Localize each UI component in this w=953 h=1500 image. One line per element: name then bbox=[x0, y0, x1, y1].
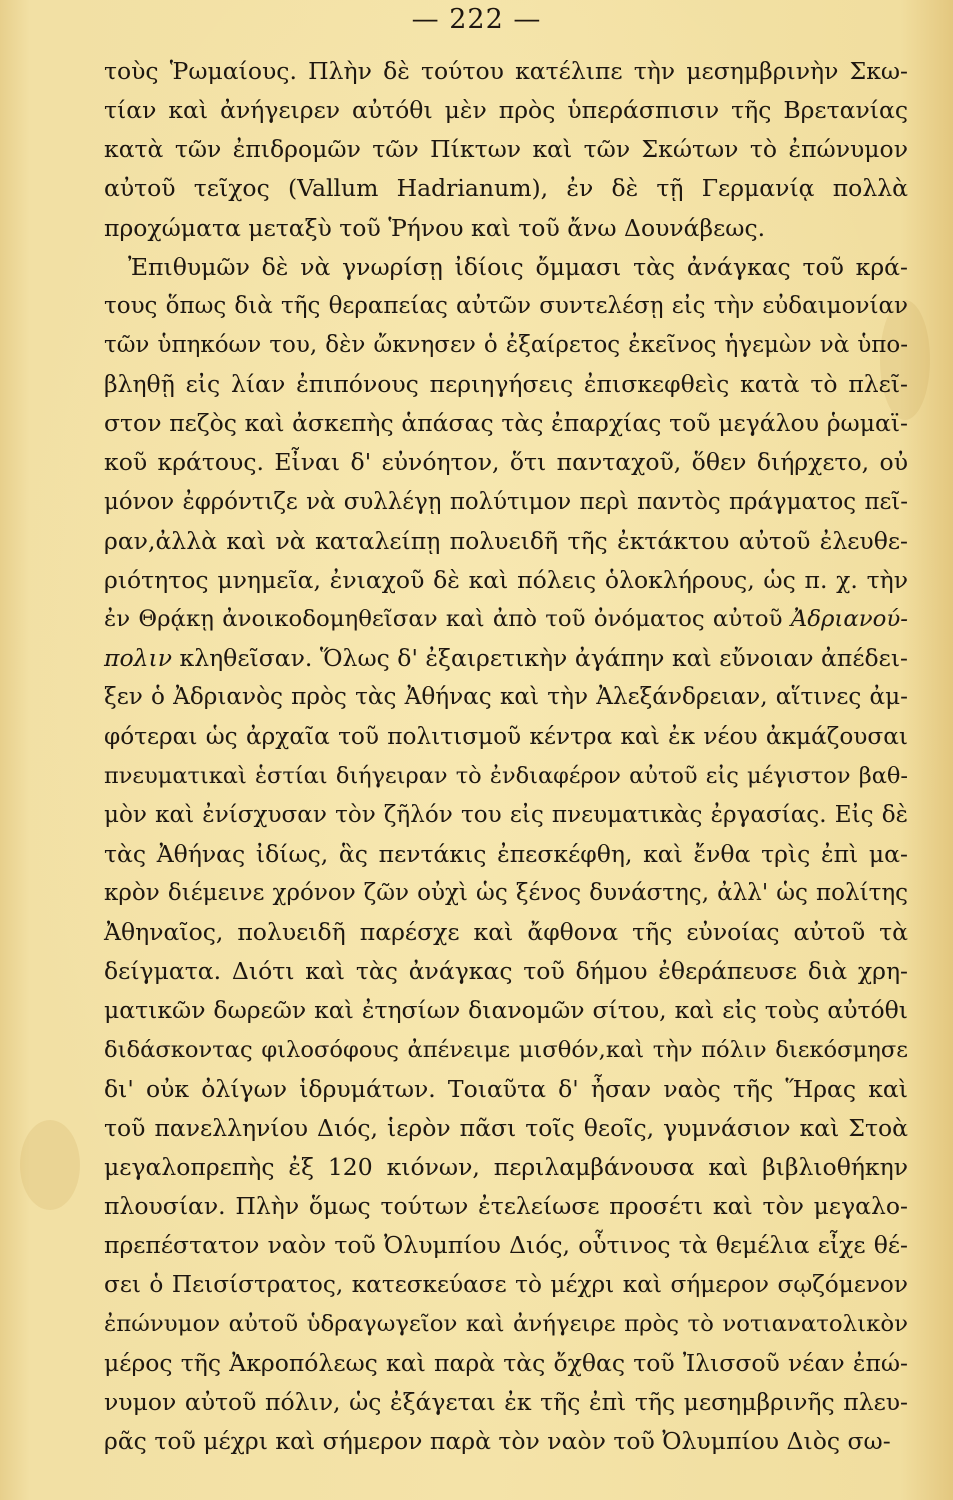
text-line: ραν,ἀλλὰ καὶ νὰ καταλείπῃ πολυειδῆ τῆς ἐκτάκτου αὐτοῦ ἐλευθε- bbox=[104, 526, 908, 555]
text-line: τοῦ πανελληνίου Διός, ἱερὸν πᾶσι τοῖς θεοῖς, γυμνάσιον καὶ Στοὰ bbox=[104, 1113, 908, 1142]
text-line: τοὺς Ῥωμαίους. Πλὴν δὲ τούτου κατέλιπε τὴν μεσημβρινὴν Σκω- bbox=[104, 57, 908, 85]
text-line: ἐπώνυμον αὐτοῦ ὑδραγωγεῖον καὶ ἀνήγειρε πρὸς τὸ νοτιανατολικὸν bbox=[104, 1310, 908, 1337]
text-line: φότεραι ὡς ἀρχαῖα τοῦ πολιτισμοῦ κέντρα καὶ ἐκ νέου ἀκμάζουσαι bbox=[104, 723, 908, 751]
text-line: κοῦ κράτους. Εἶναι δ' εὐνόητον, ὅτι πανταχοῦ, ὅθεν διήρχετο, οὐ bbox=[104, 448, 908, 477]
text-line: Ἀθηναῖος, πολυειδῆ παρέσχε καὶ ἄφθονα τῆς εὐνοίας αὐτοῦ τὰ bbox=[104, 918, 908, 947]
text-line: μόνον ἐφρόντιζε νὰ συλλέγῃ πολύτιμον περὶ παντὸς πράγματος πεῖ- bbox=[104, 488, 908, 515]
text-line: κρὸν διέμεινε χρόνον ζῶν οὐχὶ ὡς ξένος δυνάστης, ἀλλ' ὡς πολίτης bbox=[104, 879, 908, 906]
text-line: μεγαλοπρεπὴς ἐξ 120 κιόνων, περιλαμβάνουσα καὶ βιβλιοθήκην bbox=[104, 1152, 908, 1181]
text-line: νυμον αὐτοῦ πόλιν, ὡς ἐξάγεται ἐκ τῆς ἐπὶ τῆς μεσημβρινῆς πλευ- bbox=[104, 1387, 908, 1416]
text-line: κατὰ τῶν ἐπιδρομῶν τῶν Πίκτων καὶ τῶν Σκώτων τὸ ἐπώνυμον bbox=[104, 135, 908, 164]
text-line: πνευματικαὶ ἑστίαι διήγειραν τὸ ἐνδιαφέρον αὐτοῦ εἰς μέγιστον βαθ- bbox=[104, 762, 908, 789]
paper-stain bbox=[20, 1120, 80, 1210]
text-line: δι' οὐκ ὀλίγων ἱδρυμάτων. Τοιαῦτα δ' ἦσαν ναὸς τῆς Ἥρας καὶ bbox=[104, 1074, 908, 1103]
emphasized-word: πολιν bbox=[104, 644, 172, 673]
text-line: πρεπέστατον ναὸν τοῦ Ὀλυμπίου Διός, οὗτινος τὰ θεμέλια εἶχε θέ- bbox=[104, 1231, 908, 1260]
text-line: στον πεζὸς καὶ ἀσκεπὴς ἁπάσας τὰς ἐπαρχίας τοῦ μεγάλου ῥωμαϊ- bbox=[104, 409, 908, 438]
text-line: Ἐπιθυμῶν δὲ νὰ γνωρίσῃ ἰδίοις ὄμμασι τὰς ἀνάγκας τοῦ κρά- bbox=[128, 252, 908, 281]
body-text bbox=[104, 52, 908, 1461]
text-line: ριότητος μνημεῖα, ἐνιαχοῦ δὲ καὶ πόλεις ὁλοκλήρους, ὡς π. χ. τὴν bbox=[104, 565, 908, 594]
page-number: — 222 — bbox=[411, 4, 542, 35]
text-line: σει ὁ Πεισίστρατος, κατεσκεύασε τὸ μέχρι καὶ σήμερον σῳζόμενον bbox=[104, 1271, 908, 1299]
text-line: αὐτοῦ τεῖχος (Vallum Hadrianum), ἐν δὲ τῇ Γερμανίᾳ πολλὰ bbox=[104, 174, 908, 203]
text-line: ξεν ὁ Ἀδριανὸς πρὸς τὰς Ἀθήνας καὶ τὴν Ἀλεξάνδρειαν, αἵτινες ἀμ- bbox=[104, 684, 908, 711]
text-line: τους ὅπως διὰ τῆς θεραπείας αὐτῶν συντελέσῃ εἰς τὴν εὐδαιμονίαν bbox=[104, 292, 908, 319]
text-line: δείγματα. Διότι καὶ τὰς ἀνάγκας τοῦ δήμου ἐθεράπευσε διὰ χρη- bbox=[104, 957, 908, 986]
text-line: ρᾶς τοῦ μέχρι καὶ σήμερον παρὰ τὸν ναὸν τοῦ Ὀλυμπίου Διὸς σω- bbox=[104, 1426, 891, 1455]
emphasized-word: Ἀδριανού- bbox=[790, 605, 908, 632]
text-line: διδάσκοντας φιλοσόφους ἀπένειμε μισθόν,καὶ τὴν πόλιν διεκόσμησε bbox=[104, 1036, 908, 1063]
text-line: πολιν κληθεῖσαν. Ὅλως δ' ἐξαιρετικὴν ἀγάπην καὶ εὔνοιαν ἀπέδει- bbox=[104, 644, 908, 673]
text-line: τῶν ὑπηκόων του, δὲν ὤκνησεν ὁ ἐξαίρετος ἐκεῖνος ἡγεμὼν νὰ ὑπο- bbox=[104, 331, 908, 358]
text-line: ἐν Θρᾴκῃ ἀνοικοδομηθεῖσαν καὶ ἀπὸ τοῦ ὀνόματος αὐτοῦ Ἀδριανού- bbox=[104, 605, 908, 632]
text-line: προχώματα μεταξὺ τοῦ Ῥήνου καὶ τοῦ ἄνω Δουνάβεως. bbox=[104, 213, 766, 242]
text-line: τίαν καὶ ἀνήγειρεν αὐτόθι μὲν πρὸς ὑπεράσπισιν τῆς Βρετανίας bbox=[104, 96, 908, 125]
text-line: μὸν καὶ ἐνίσχυσαν τὸν ζῆλόν του εἰς πνευματικὰς ἐργασίας. Εἰς δὲ bbox=[104, 801, 908, 828]
text-line: μέρος τῆς Ἀκροπόλεως καὶ παρὰ τὰς ὄχθας τοῦ Ἰλισσοῦ νέαν ἐπώ- bbox=[104, 1348, 908, 1377]
text-line: τὰς Ἀθήνας ἰδίως, ἃς πεντάκις ἐπεσκέφθη, καὶ ἔνθα τρὶς ἐπὶ μα- bbox=[104, 839, 908, 868]
text-line: πλουσίαν. Πλὴν ὅμως τούτων ἐτελείωσε προσέτι καὶ τὸν μεγαλο- bbox=[104, 1192, 908, 1221]
text-line: ματικῶν δωρεῶν καὶ ἐτησίων διανομῶν σίτου, καὶ εἰς τοὺς αὐτόθι bbox=[104, 996, 908, 1025]
text-line: βληθῇ εἰς λίαν ἐπιπόνους περιηγήσεις ἐπισκεφθεὶς κατὰ τὸ πλεῖ- bbox=[104, 370, 908, 399]
